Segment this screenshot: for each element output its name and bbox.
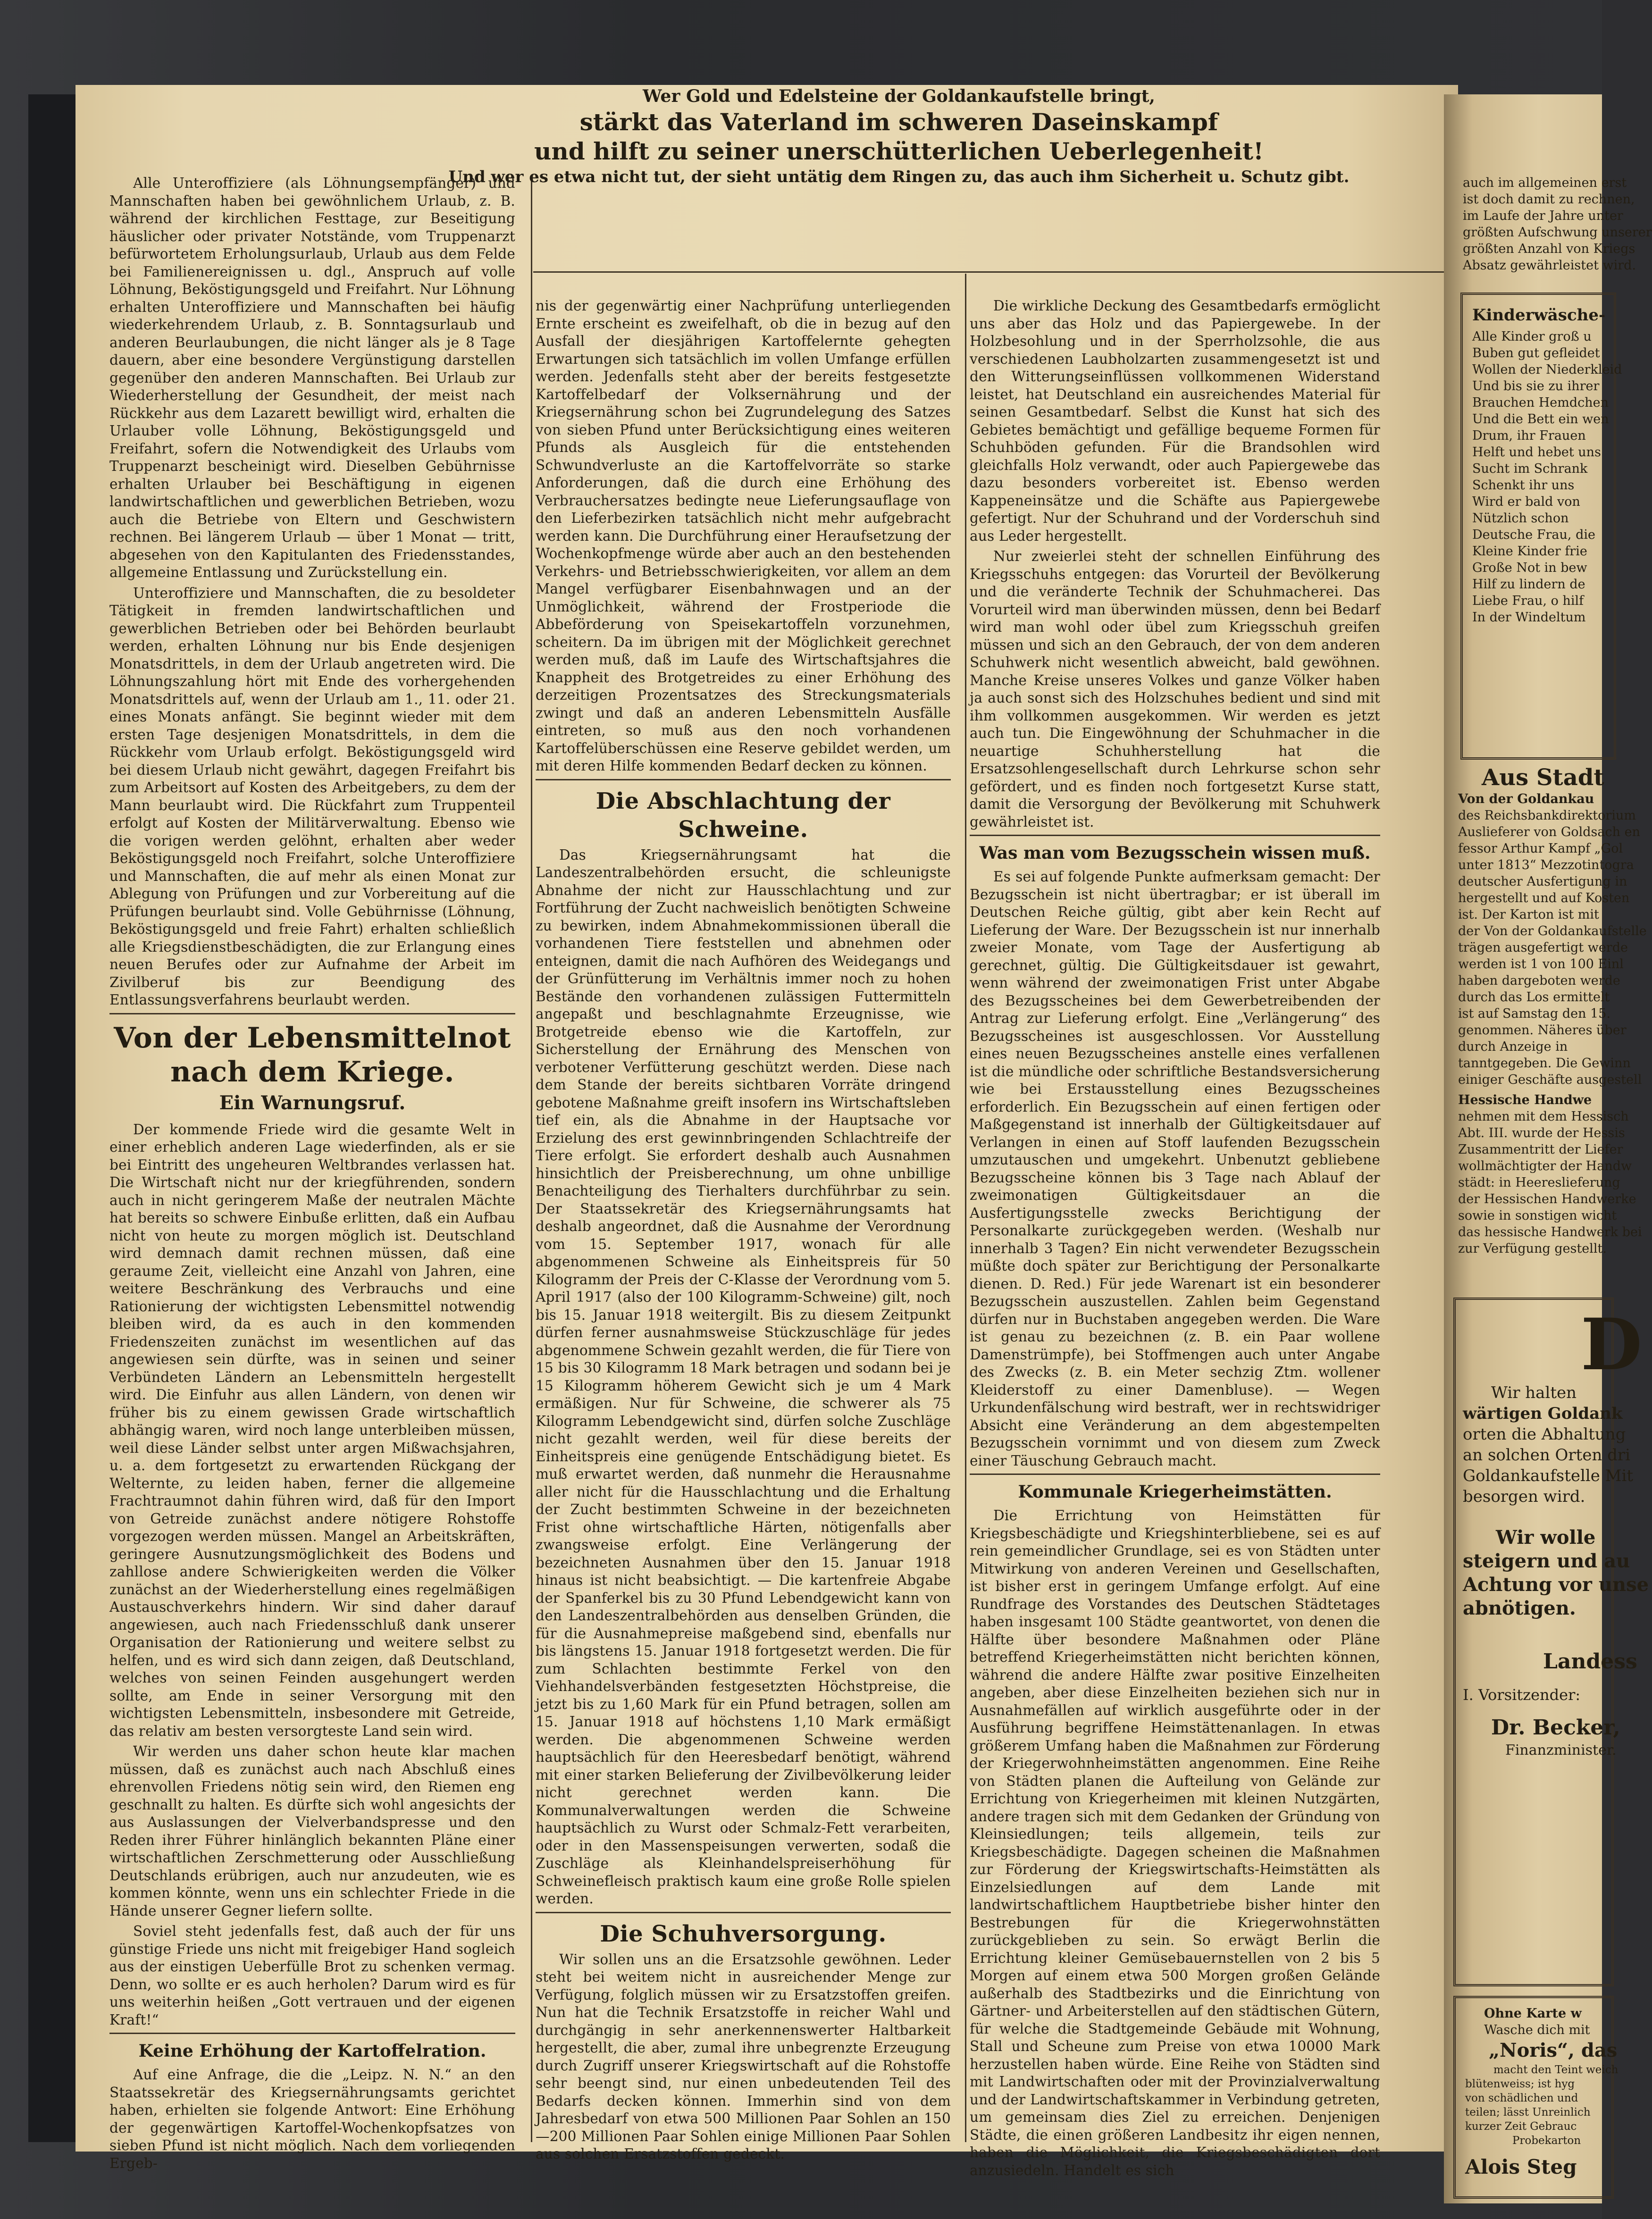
banner-line-1: Wer Gold und Edelsteine der Goldankaufstelle bringt, [643, 86, 1155, 106]
article-urlaub-p2: Unteroffiziere und Mannschaften, die zu besoldeter Tätigkeit in fremden landwirtschaftlichen und gewerblichen Betrieben oder bei Behörden beurlaubt werden, erhalten Löhnung nur bis Ende desjenigen Monatsdrittels, in dem der Urlaub angetreten wird. Die Löhnungszahlung hört mit Ende des vorhergehenden Monatsdrittels auf, wenn der Urlaub am 1., 11. oder 21. eines Monats anfängt. Sie beginnt wieder mit dem ersten Tage desjenigen Monatsdrittels, in dem die Rückkehr vom Urlaub erfolgt. Beköstigungsgeld wird bei diesem Urlaub nicht gewährt, dagegen Freifahrt bis zum Arbeitsort auf Kosten des Arbeitgebers, zu dem der Mann beurlaubt wird. Die Rückfahrt zum Truppenteil erfolgt auf Kosten der Militärverwaltung. Ebenso wie die vorigen werden gelöhnt, erhalten aber weder Beköstigungsgeld noch Freifahrt, solche Unteroffiziere und Mannschaften, die auf mehr als einen Monat zur Ablegung von Prüfungen und zur Vorbereitung auf die Prüfungen beurlaubt sind. Volle Gebührnisse (Löhnung, Beköstigungsgeld und freie Fahrt) erhalten schließlich alle Kriegsdienstbeschädigten, die zur Erlangung eines neuen Berufes oder zur Aufnahme der Arbeit im Zivilberuf bis zur Beendigung des Entlassungsverfahrens beurlaubt werden. [109, 585, 515, 1008]
aus-stadt-head: Aus Stadt [1482, 764, 1604, 791]
ad-line: Wir halten [1491, 1383, 1577, 1402]
adjacent-line: fessor Arthur Kampf „Gol [1458, 841, 1623, 856]
adjacent-line: durch Anzeige in [1458, 1039, 1568, 1054]
poem-line: Schenkt ihr uns [1472, 478, 1575, 493]
banner-line-2: stärkt das Vaterland im schweren Daseinskampf [579, 108, 1218, 136]
subheadline-warnungsruf: Ein Warnungsruf. [219, 1091, 406, 1114]
noris-vendor: Alois Steg [1465, 2155, 1577, 2178]
article-lebensmittel-p3: Soviel steht jedenfalls fest, daß auch der für uns günstige Friede uns nicht mit freigebiger Hand sogleich aus der einstigen Ueberfülle Brot zu schenken vermag. Denn, wo sollte er es auch herholen? Darum wird es für uns weiterhin heißen „Gott vertrauen und der eigenen Kraft!“ [109, 1923, 515, 2028]
noris-line: von schädlichen und [1465, 2092, 1578, 2104]
noris-line: teilen; lässt Unreinlich [1465, 2106, 1591, 2119]
noris-line: blütenweiss; ist hyg [1465, 2078, 1575, 2090]
adjacent-line: nehmen mit dem Hessisch [1458, 1109, 1629, 1124]
adjacent-line: städt: in Heereslieferung [1458, 1175, 1620, 1190]
noris-line: Wasche dich mit [1484, 2023, 1590, 2037]
ad-line: orten die Abhaltung [1463, 1425, 1626, 1444]
article-lebensmittel-p2: Wir werden uns daher schon heute klar machen müssen, daß es zunächst auch nach Abschluß eines ehrenvollen Friedens nötig sein wird, den Riemen eng geschnallt zu halten. Es dürfte sich wohl angesichts der aus Auslassungen der Vielverbandspresse und den Reden ihrer Führer hinlänglich bekannten Pläne einer wirtschaftlichen Zerschmetterung oder Ausschließung Deutschlands erübrigen, auch nur anzudeuten, wie es kommen könnte, wenn uns ein schlechter Friede in die Hände unserer Gegner liefern sollte. [109, 1743, 515, 1919]
article-schuh-p2: Die wirkliche Deckung des Gesamtbedarfs ermöglicht uns aber das Holz und das Papiergewebe. In der Holzbesohlung und in der Sperrholzsohle, die aus verschiedenen Laubholzarten zusammengesetzt ist und den Witterungseinflüssen vollkommenen Widerstand leistet, hat Deutschland ein ausreichendes Material für seinen Gesamtbedarf. Selbst die Kunst hat sich des Gebietes bemächtigt und gefällige bequeme Formen für Schuhböden gefunden. Für die Brandsohlen wird gleichfalls Holz verwandt, oder auch Papiergewebe das dazu besonders vorbereitet ist. Ebenso werden Kappeneinsätze und die Schäfte aus Papiergewebe gefertigt. Nur der Schuhrand und der Vorderschuh sind aus Leder hergestellt. [970, 298, 1380, 544]
adjacent-line: werden ist 1 von 100 Einl [1458, 957, 1624, 971]
adjacent-line: ist. Der Karton ist mit [1458, 907, 1599, 922]
poem-line: Liebe Frau, o hilf [1472, 594, 1584, 608]
adjacent-line: zur Verfügung gestellt. [1458, 1241, 1607, 1256]
headline-schweine: Die Abschlachtung der Schweine. [595, 787, 891, 843]
banner-line-4: Und wer es etwa nicht tut, der sieht untätig dem Ringen zu, das auch ihm Sicherheit u. Schutz gibt. [448, 167, 1350, 186]
big-letter-d: D [1581, 1303, 1643, 1386]
noris-brand: „Noris“, das [1489, 2039, 1618, 2061]
adjacent-line: haben dargeboten werde [1458, 973, 1620, 988]
article-lebensmittel-p1: Der kommende Friede wird die gesamte Welt in einer erheblich anderen Lage wiederfinden, als er sie bei Eintritt des ungeheuren Weltbrandes verlassen hat. Die Wirtschaft nicht nur der kriegführenden, sondern auch in nicht geringerem Maße der neutralen Mächte hat bereits so schwere Einbuße erlitten, daß ein Aufbau nicht von heute zu morgen möglich ist. Deutschland wird demnach damit rechnen müssen, daß eine geraume Zeit, vielleicht eine Anzahl von Jahren, eine weitere Beschränkung des Verbrauchs und eine Rationierung der wichtigsten Lebensmittel notwendig bleiben wird, da es auch in den kommenden Friedenszeiten zunächst im wesentlichen auf das angewiesen sein dürfte, was in seinen und seiner Verbündeten Ländern an Lebensmitteln hergestellt wird. Die Einfuhr aus allen Ländern, von denen wir früher bis zu einem gewissen Grade wirtschaftlich abhängig waren, wird noch lange unterbleiben müssen, weil diese Länder selbst unter argen Mißwachsjahren, u. a. dem fortgesetzt zu erwartenden Rückgang der Welternte, zu leiden haben, ferner die allgemeine Frachtraumnot dahin führen wird, daß für den Import von Getreide zunächst andere nötigere Rohstoffe vorgezogen werden müssen. Mangel an Arbeitskräften, geringere Ausnutzungsmöglichkeit des Bodens und zahllose andere Schwierigkeiten werden die Völker zunächst an der Wiederherstellung eines regelmäßigen Austauschverkehrs hindern. Wir sind daher darauf angewiesen, auch nach Friedensschluß dank unserer Organisation der Rationierung und weitere selbst zu helfen, und es wird sich dann zeigen, daß Deutschland, welches von seinen Feinden ausgehungert werden sollte, am Ende in seiner Versorgung mit den wichtigsten Lebensmitteln, insbesondere mit Getreide, das relativ am besten versorgteste Land sein wird. [109, 1121, 515, 1739]
banner-line-3: und hilft zu seiner unerschütterlichen Ueberlegenheit! [534, 137, 1264, 165]
noris-ad [1465, 2005, 1618, 2180]
poem-line: Drum, ihr Frauen [1472, 428, 1586, 443]
ad-line: an solchen Orten dri [1463, 1446, 1631, 1465]
adjacent-line: Von der Goldankau [1458, 792, 1594, 806]
adjacent-line: genommen. Näheres über [1458, 1023, 1627, 1038]
adjacent-line: sowie in sonstigen wicht [1458, 1208, 1617, 1223]
adjacent-line: Abt. III. wurde der Hessis [1458, 1126, 1625, 1140]
ad-bold-line: steigern und au [1463, 1550, 1630, 1572]
adjacent-line: hergestellt und auf Kosten [1458, 891, 1630, 905]
section-rule [536, 1912, 951, 1913]
adjacent-line: ist auf Samstag den 15. [1458, 1006, 1611, 1021]
adjacent-top-text [1463, 175, 1652, 274]
adjacent-line: auch im allgemeinen erst [1463, 176, 1627, 190]
poem-line: Kleine Kinder frie [1472, 544, 1587, 559]
poem-line: Wird er bald von [1472, 494, 1580, 509]
poem-line: Buben gut gefleidet [1472, 346, 1600, 360]
adjacent-line: Zusammentritt der Liefer [1458, 1142, 1623, 1157]
ad-bold-line: Wir wolle [1496, 1526, 1596, 1549]
poem-line: In der Windeltum [1472, 610, 1586, 625]
kinderwaesche-head: Kinderwäsche- [1472, 306, 1606, 325]
goldankauf-ad [1463, 1303, 1649, 1760]
goldankauf-banner [439, 85, 1359, 188]
adjacent-line: größten Aufschwung unserer [1463, 225, 1652, 240]
section-rule [536, 779, 951, 780]
adjacent-page [1444, 94, 1652, 2203]
adjacent-line: durch das Los ermittelt [1458, 990, 1610, 1005]
poem-line: Hilf zu lindern de [1472, 577, 1585, 592]
hessische-handwerk-head: Hessische Handwe [1458, 1093, 1592, 1107]
article-bezugsschein-p1: Es sei auf folgende Punkte aufmerksam gemacht: Der Bezugsschein ist nicht übertragbar; er ist überall im Deutschen Reiche gültig, gibt aber kein Recht auf Lieferung der Ware. Der Bezugsschein ist nur innerhalb zweier Monate, vom Tage der Ausfertigung ab gerechnet, gültig. Die Gültigkeitsdauer ist gewahrt, wenn während der zweimonatigen Frist unter Abgabe des Bezugsscheines bei dem Gewerbetreibenden der Antrag zur Lieferung erfolgt. Eine „Verlängerung“ des Bezugsscheines ist ausgeschlossen. Vor Ausstellung eines neuen Bezugsscheines anstelle eines verfallenen ist die mündliche oder schriftliche Bestandsversicherung wie bei Erstausstellung eines Bezugsscheines erforderlich. Ein Bezugsschein auf einen fertigen oder Maßgegenstand ist innerhalb der Gültigkeitsdauer auf Verlangen in einen auf Stoff laufenden Bezugsschein umzutauschen und umgekehrt. Unbenutzt gebliebene Bezugsscheine können bis 3 Tage nach Ablauf der zweimonatigen Gültigkeitsdauer an die Ausfertigungsstelle zwecks Berichtigung der Personalkarte zurückgegeben werden. (Weshalb nur innerhalb 3 Tagen? Ein nicht verwendeter Bezugsschein müßte doch später zur Berichtigung der Personalkarte dienen. D. Red.) Für jede Warenart ist ein besonderer Bezugsschein auszustellen. Zahlen beim Gegenstand dürfen nur in Buchstaben angegeben werden. Die Ware ist genau zu bezeichnen (z. B. ein Paar wollene Damenstrümpfe), bei Stoffmengen auch unter Angabe des Zwecks (z. B. ein Meter sechzig Ztm. wollener Kleiderstoff zu einer Damenbluse). — Wegen Urkundenfälschung wird bestraft, wer in rechtswidriger Absicht eine Veränderung an dem abgestempelten Bezugsschein vornimmt und von diesem zum Zweck einer Täuschung Gebrauch macht. [970, 869, 1380, 1469]
article-schuh-p1: Wir sollen uns an die Ersatzsohle gewöhnen. Leder steht bei weitem nicht in ausreichender Menge zur Verfügung, folglich müssen wir zu Ersatzstoffen greifen. Nun hat die Technik Ersatzstoffe in reicher Wahl und durchgängig in sehr anerkennenswerter Haltbarkeit hergestellt, die aber, zumal ihre unbegrenzte Erzeugung durch Zugriff unserer Kriegswirtschaft auf die Rohstoffe sehr beengt sind, nur einen unbedeutenden Teil des Bedarfs decken können. Immerhin sind von dem Jahresbedarf von etwa 500 Millionen Paar Sohlen an 150—200 Millionen Paar Sohlen einige Millionen Paar Sohlen aus solchen Ersatzstoffen gedeckt. [536, 1951, 951, 2162]
noris-line: kurzer Zeit Gebrauc [1465, 2120, 1577, 2133]
poem-line: Brauchen Hemdchen [1472, 395, 1609, 410]
headline-kriegerheimstaetten: Kommunale Kriegerheimstätten. [1018, 1482, 1332, 1502]
adjacent-line: Auslieferer von Goldsach en [1458, 825, 1640, 839]
kinderwaesche-poem [1472, 302, 1622, 626]
poem-line: Alle Kinder groß u [1472, 329, 1592, 344]
section-rule [970, 1474, 1380, 1475]
adjacent-line: deutscher Ausfertigung in [1458, 874, 1627, 889]
adjacent-line: unter 1813“ Mezzotintogra [1458, 858, 1634, 872]
article-heimstaetten-p1: Die Errichtung von Heimstätten für Kriegsbeschädigte und Kriegshinterbliebene, sei es auf rein gemeindlicher Grundlage, sei es von Städten unter Mitwirkung von anderen Vereinen und Gesellschaften, ist bisher erst in geringem Umfange erfolgt. Auf eine Rundfrage des Vorstandes des Deutschen Städtetages haben insgesamt 100 Städte geantwortet, von denen die Hälfte über besondere Maßnahmen oder Pläne betreffend Kriegerheimstätten nicht berichten können, während die andere Hälfte zwar positive Einzelheiten angeben, aber diese Einzelheiten beziehen sich nur in Ausnahmefällen auf wirklich ausgeführte oder in der Ausführung begriffene Heimstättenanlagen. In etwas größerem Umfang haben die Maßnahmen zur Förderung der Kriegerwohnheimstätten angenommen. Eine Reihe von Städten planen die Aufteilung von Gelände zur Errichtung von Kriegerheimen mit kleinen Nutzgärten, andere tragen sich mit dem Gedanken der Gründung von Kleinsiedlungen; teils allgemein, teils zur Kriegsbeschädigte. Dagegen scheinen die Maßnahmen zur Förderung der Kriegswirtschafts-Heimstätten als Einzelsiedlungen auf dem Lande mit landwirtschaftlichem Hauptbetriebe bisher hinter den Bestrebungen für die Kriegerwohnstätten zurückgeblieben zu sein. So erwägt Berlin die Errichtung kleiner Gemüsebauernstellen von 2 bis 5 Morgen auf einem etwa 500 Morgen großen Gelände außerhalb des Stadtbezirks und die Einrichtung von Gärtner- und Arbeiterstellen auf den städtischen Gütern, für welche die Stadtgemeinde Gebäude mit Wohnung, Stall und Scheune zum Preise von etwa 10000 Mark herzustellen haben würde. Eine Reihe von Städten sind mit Landwirtschaften oder mit der Provinzialverwaltung und der Landwirtschaftskammer in Verbindung getreten, um gemeinsam dies Ziel zu erreichen. Denjenigen Städte, die einen größeren Landbesitz ihr eigen nennen, haben die Möglichkeit, die Kriegsbeschädigten dort anzusiedeln. Handelt es sich [970, 1507, 1380, 2178]
adjacent-line: größten Anzahl von Kriegs [1463, 242, 1635, 256]
ad-line: besorgen wird. [1463, 1487, 1585, 1506]
aus-stadt-section [1458, 764, 1647, 1257]
ad-signature-org: Landess [1543, 1650, 1637, 1674]
section-rule [109, 1013, 515, 1014]
ad-signature-title: I. Vorsitzender: [1463, 1686, 1581, 1704]
poem-line: Große Not in bew [1472, 561, 1587, 575]
adjacent-line: das hessische Handwerk bei [1458, 1225, 1642, 1239]
adjacent-line: Absatz gewährleistet wird. [1463, 258, 1636, 273]
adjacent-line: tanntgegeben. Die Gewinn [1458, 1056, 1631, 1071]
ad-signature-role: Finanzminister. [1505, 1742, 1617, 1758]
headline-bezugsschein: Was man vom Bezugsschein wissen muß. [979, 843, 1371, 863]
article-urlaub-p1: Alle Unteroffiziere (als Löhnungsempfänger) und Mannschaften haben bei gewöhnlichem Urlaub, z. B. während der kirchlichen Festtage, zur Beseitigung häuslicher oder privater Notstände, vom Truppenarzt befürwortetem Erholungsurlaub, Urlaub aus dem Felde bei Familienereignissen u. dgl., Anspruch auf volle Löhnung, Beköstigungsgeld und Freifahrt. Nur Löhnung erhalten Unteroffiziere und Mannschaften bei häufig wiederkehrendem Urlaub, z. B. Sonntagsurlaub und anderen Beurlaubungen, die nicht länger als je 8 Tage dauern, aber eine besondere Vergünstigung darstellen gegenüber den anderen Mannschaften. Bei Urlaub zur Wiederherstellung der Gesundheit, der meist nach Rückkehr aus dem Lazarett bewilligt wird, erhalten die Urlauber volle Löhnung, Beköstigungsgeld und Freifahrt, sofern die Notwendigkeit des Urlaubs vom Truppenarzt bescheinigt wird. Dieselben Gebührnisse erhalten Urlauber bei Beschäftigung in eigenen landwirtschaftlichen und gewerblichen Betrieben, wozu auch die Betriebe von Eltern und Geschwistern rechnen. Bei längerem Urlaub — über 1 Monat — tritt, abgesehen von den Kapitulanten des Friedensstandes, allgemeine Entlassung und Zurückstellung ein. [109, 175, 515, 580]
article-schweine-p1: Das Kriegsernährungsamt hat die Landeszentralbehörden ersucht, die schleunigste Abnahme der nicht zur Hausschlachtung und zur Fortführung der Zucht nachweislich benötigten Schweine zu bewirken, indem Abnahmekommissionen überall die vorhandenen Tiere feststellen und abnehmen oder enteignen, damit die nach Aufhören des Weidegangs und der Grünfütterung im Verhältnis immer noch zu hohen Bestände den vorhandenen zulässigen Futtermitteln angepaßt und beschlagnahmte Erzeugnisse, wie Brotgetreide ebenso wie die Kartoffeln, zur Sicherstellung der Ernährung des Menschen von verbotener Verfütterung geschützt werden. Diese nach dem Stande der bereits sichtbaren Vorräte dringend gebotene Maßnahme greift insofern ins Wirtschaftsleben tief ein, als die Abnahme in der Hauptsache vor Erzielung des erst gewinnbringenden Schlachtreife der Tiere erfolgt. Sie erfordert deshalb auch Ausnahmen hinsichtlich der Preisberechnung, um ohne unbillige Benachteiligung des Tierhalters durchführbar zu sein. Der Staatssekretär des Kriegsernährungsamts hat deshalb angeordnet, daß die Ausnahme der Verordnung vom 15. September 1917, wonach für alle abgenommenen Schweine als Einheitspreis für 50 Kilogramm der Preis der C-Klasse der Verordnung vom 5. April 1917 (also der 100 Kilogramm-Schweine) gilt, noch bis 15. Januar 1918 weitergilt. Bis zu diesem Zeitpunkt dürfen ferner ausnahmsweise Stückzuschläge für jedes abgenommene Schwein gezahlt werden, die für Tiere von 15 bis 30 Kilogramm 18 Mark betragen und sodann bei je 15 Kilogramm höherem Gewicht sich je um 4 Mark ermäßigen. Nur für Schweine, die schwerer als 75 Kilogramm Lebendgewicht sind, dürfen solche Zuschläge nicht gezahlt werden, weil für diese bereits der Einheitspreis eine genügende Entschädigung bietet. Es muß erwartet werden, daß nunmehr die Herausnahme aller nicht für die Hausschlachtung und die Erhaltung der Zucht bestimmten Schweine in der bezeichneten Frist ohne wirtschaftliche Härten, nötigenfalls aber zwangsweise erfolgt. Eine Verlängerung der bezeichneten Ausnahmen über den 15. Januar 1918 hinaus ist nicht beabsichtigt. — Die kartenfreie Abgabe der Spanferkel bis zu 30 Pfund Lebendgewicht kann von den Landeszentralbehörden aus denselben Gründen, die für die Ausnahmepreise maßgebend sind, ebenfalls nur bis längstens 15. Januar 1918 fortgesetzt werden. Die für zum Schlachten bestimmte Ferkel von den Viehhandelsverbänden festgesetzten Höchstpreise, die jetzt bis zu 1,60 Mark für ein Pfund betragen, sollen am 15. Januar 1918 auf höchstens 1,10 Mark ermäßigt werden. Die abgenommenen Schweine werden hauptsächlich für den Heeresbedarf benötigt, während mit einer starken Belieferung der Zivilbevölkerung leider nicht gerechnet werden kann. Die Kommunalverwaltungen werden die Schweine hauptsächlich zu Wurst oder Schmalz-Fett verarbeiten, oder in den Massenspeisungen verwerten, sodaß die Zuschläge als Kleinhandelspreiserhöhung für Schweinefleisch praktisch kaum eine große Rolle spielen werden. [536, 846, 951, 1907]
poem-line: Wollen der Niederkleid [1472, 362, 1622, 377]
adjacent-line: im Laufe der Jahre unter [1463, 209, 1623, 223]
column-rule-1 [531, 179, 532, 2142]
adjacent-line: des Reichsbankdirektorium [1458, 808, 1636, 823]
column-rule-2 [965, 274, 966, 2142]
section-rule [109, 2033, 515, 2034]
noris-line: Ohne Karte w [1484, 2006, 1582, 2021]
poem-line: Und bis sie zu ihrer [1472, 379, 1600, 394]
poem-line: Nützlich schon [1472, 511, 1569, 526]
adjacent-line: trägen ausgefertigt werde [1458, 940, 1628, 955]
headline-lebensmittelnot: Von der Lebensmittelnot nach dem Kriege. [114, 1021, 511, 1089]
adjacent-line: wollmächtigter der Handw [1458, 1159, 1632, 1173]
poem-line: Sucht im Schrank [1472, 461, 1588, 476]
section-rule [970, 835, 1380, 836]
ad-signature-name: Dr. Becker, [1491, 1716, 1620, 1740]
ad-line: Goldankaufstelle Mit [1463, 1466, 1634, 1485]
headline-schuhversorgung: Die Schuhversorgung. [600, 1920, 887, 1947]
adjacent-line: der Hessischen Handwerke [1458, 1192, 1636, 1206]
ad-line: wärtigen Goldank [1463, 1404, 1623, 1423]
poem-line: Helft und hebet uns [1472, 445, 1601, 460]
adjacent-line: ist doch damit zu rechnen, [1463, 192, 1635, 207]
column-1 [109, 175, 515, 2171]
adjacent-line: einiger Geschäfte ausgestell [1458, 1072, 1642, 1087]
article-kartoffelration-p1: Auf eine Anfrage, die die „Leipz. N. N.“ an den Staatssekretär des Kriegsernährungsamts gerichtet haben, erhielten sie folgende Antwort: Eine Erhöhung der gegenwärtigen Kartoffel-Wochenkopfsatzes von sieben Pfund ist nicht möglich. Nach dem vorliegenden Ergeb- [109, 2067, 515, 2171]
noris-line: Probekarton [1512, 2135, 1581, 2147]
column-2 [536, 297, 951, 2162]
article-kartoffel-cont: nis der gegenwärtig einer Nachprüfung unterliegenden Ernte erscheint es zweifelhaft, ob die in bezug auf den Ausfall der diesjährigen Kartoffelernte gehegten Erwartungen sich tatsächlich im vollen Umfange erfüllen werden. Jedenfalls steht aber der bereits festgesetzte Kartoffelbedarf der Volksernährung und der Kriegsernährung schon bei Zugrundelegung des Satzes von sieben Pfund unter Berücksichtigung eines weiteren Pfunds als Ausgleich für die entstehenden Schwundverluste an die Kartoffelvorräte so starke Anforderungen, daß die durch eine Erhöhung des Verbrauchersatzes bedingte neue Lieferungsauflage von den Lieferbezirken tatsächlich nicht mehr aufgebracht werden kann. Die Durchführung einer Heraufsetzung der Wochenkopfmenge würde aber auch an den bestehenden Verkehrs- und Betriebsschwierigkeiten, vor allem an dem Mangel verfügbarer Eisenbahnwagen und an der Unmöglichkeit, während der Frostperiode die Abbeförderung von Speisekartoffeln vorzunehmen, scheitern. Da im übrigen mit der Möglichkeit gerechnet werden muß, daß im Laufe des Wirtschaftsjahres die Knappheit des Brotgetreides zu einer Erhöhung des derzeitigen Prozentsatzes des Streckungsmaterials zwingt und daß an anderen Lebensmitteln Ausfälle eintreten, so muß aus den noch vorhandenen Kartoffelüberschüssen eine Reserve gebildet werden, um mit deren Hilfe kommenden Bedarf decken zu können. [536, 298, 951, 774]
column-3 [970, 297, 1380, 2178]
adjacent-line: der Von der Goldankaufstelle [1458, 924, 1647, 938]
banner-rule [533, 271, 1444, 273]
poem-line: Und die Bett ein wen [1472, 412, 1609, 427]
article-schuh-p3: Nur zweierlei steht der schnellen Einführung des Kriegsschuhs entgegen: das Vorurteil der Bevölkerung und die veränderte Technik der Schuhmacherei. Das Vorurteil wird man überwinden müssen, denn bei Bedarf wird man wohl oder übel zum Kriegsschuh greifen müssen und sich an den Gebrauch, der von dem anderen Schuhwerk nicht wesentlich abweicht, bald gewöhnen. Manche Kreise unseres Volkes und ganze Völker haben ja auch sonst sich des Holzschuhes bedient und sind mit ihm vollkommen ausgekommen. Wir werden es jetzt auch tun. Die Eingewöhnung der Schuhmacher in die neuartige Schuhherstellung hat die Ersatzsohlengesellschaft durch Lehrkurse schon sehr gefördert, und es finden noch fortgesetzt Kurse statt, damit die Versorgung der Bevölkerung mit Schuhwerk gewährleistet ist. [970, 548, 1380, 830]
poem-line: Deutsche Frau, die [1472, 528, 1595, 542]
binding-edge [28, 94, 80, 2142]
ad-bold-line: abnötigen. [1463, 1597, 1576, 1619]
headline-kartoffelration: Keine Erhöhung der Kartoffelration. [138, 2041, 486, 2061]
noris-line: macht den Teint weich [1493, 2064, 1618, 2076]
ad-bold-line: Achtung vor unse [1463, 1574, 1649, 1596]
